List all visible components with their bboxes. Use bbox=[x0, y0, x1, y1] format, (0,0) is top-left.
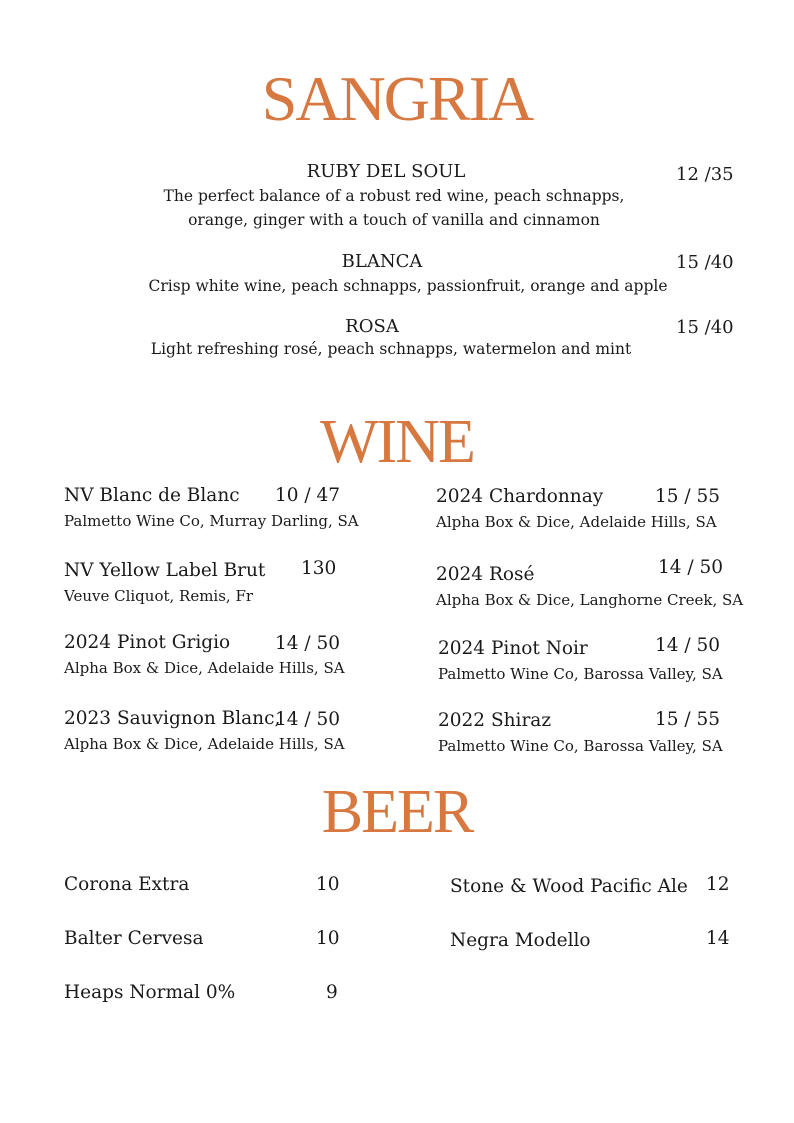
wine-name: 2024 Rosé bbox=[436, 564, 535, 585]
sangria-item-price: 12 /35 bbox=[676, 164, 734, 185]
wine-price: 10 / 47 bbox=[275, 485, 341, 506]
wine-price: 14 / 50 bbox=[655, 635, 721, 656]
wine-price: 14 / 50 bbox=[275, 709, 341, 730]
sangria-item-desc: orange, ginger with a touch of vanilla and cinnamon bbox=[188, 211, 600, 229]
sangria-item-name: RUBY DEL SOUL bbox=[306, 161, 466, 182]
wine-name: 2022 Shiraz bbox=[438, 710, 552, 731]
wine-name: 2023 Sauvignon Blanc, bbox=[64, 708, 281, 729]
wine-producer: Alpha Box & Dice, Adelaide Hills, SA bbox=[64, 659, 345, 677]
wine-producer: Alpha Box & Dice, Langhorne Creek, SA bbox=[436, 591, 744, 609]
beer-name: Stone & Wood Pacific Ale bbox=[450, 876, 688, 897]
wine-producer: Palmetto Wine Co, Barossa Valley, SA bbox=[438, 665, 723, 683]
sangria-item-name: BLANCA bbox=[341, 251, 423, 272]
beer-heading: BEER bbox=[321, 778, 473, 846]
wine-price: 130 bbox=[301, 558, 337, 579]
wine-producer: Alpha Box & Dice, Adelaide Hills, SA bbox=[436, 513, 717, 531]
wine-heading: WINE bbox=[320, 408, 474, 476]
wine-producer: Palmetto Wine Co, Murray Darling, SA bbox=[64, 512, 359, 530]
sangria-item-desc: Light refreshing rosé, peach schnapps, watermelon and mint bbox=[150, 340, 632, 358]
wine-producer: Veuve Cliquot, Remis, Fr bbox=[64, 587, 254, 605]
beer-name: Heaps Normal 0% bbox=[64, 982, 236, 1003]
wine-price: 14 / 50 bbox=[658, 557, 724, 578]
beer-price: 14 bbox=[706, 928, 730, 949]
wine-name: NV Blanc de Blanc bbox=[64, 485, 240, 506]
wine-name: NV Yellow Label Brut bbox=[64, 560, 266, 581]
beer-price: 10 bbox=[316, 874, 340, 895]
beer-name: Negra Modello bbox=[450, 930, 591, 951]
beer-price: 9 bbox=[326, 982, 338, 1003]
beer-name: Balter Cervesa bbox=[64, 928, 204, 949]
sangria-item-price: 15 /40 bbox=[676, 317, 734, 338]
beer-name: Corona Extra bbox=[64, 874, 190, 895]
sangria-heading: SANGRIA bbox=[261, 63, 533, 134]
wine-name: 2024 Chardonnay bbox=[436, 486, 604, 507]
wine-price: 15 / 55 bbox=[655, 486, 721, 507]
sangria-item-price: 15 /40 bbox=[676, 252, 734, 273]
beer-price: 10 bbox=[316, 928, 340, 949]
sangria-item-name: ROSA bbox=[345, 316, 399, 337]
wine-name: 2024 Pinot Noir bbox=[438, 638, 588, 659]
wine-producer: Alpha Box & Dice, Adelaide Hills, SA bbox=[64, 735, 345, 753]
beer-price: 12 bbox=[706, 874, 730, 895]
wine-price: 14 / 50 bbox=[275, 633, 341, 654]
sangria-item-desc: Crisp white wine, peach schnapps, passionfruit, orange and apple bbox=[148, 277, 668, 295]
wine-price: 15 / 55 bbox=[655, 709, 721, 730]
wine-name: 2024 Pinot Grigio bbox=[64, 632, 231, 653]
sangria-item-desc: The perfect balance of a robust red wine, peach schnapps, bbox=[163, 187, 625, 205]
wine-producer: Palmetto Wine Co, Barossa Valley, SA bbox=[438, 737, 723, 755]
